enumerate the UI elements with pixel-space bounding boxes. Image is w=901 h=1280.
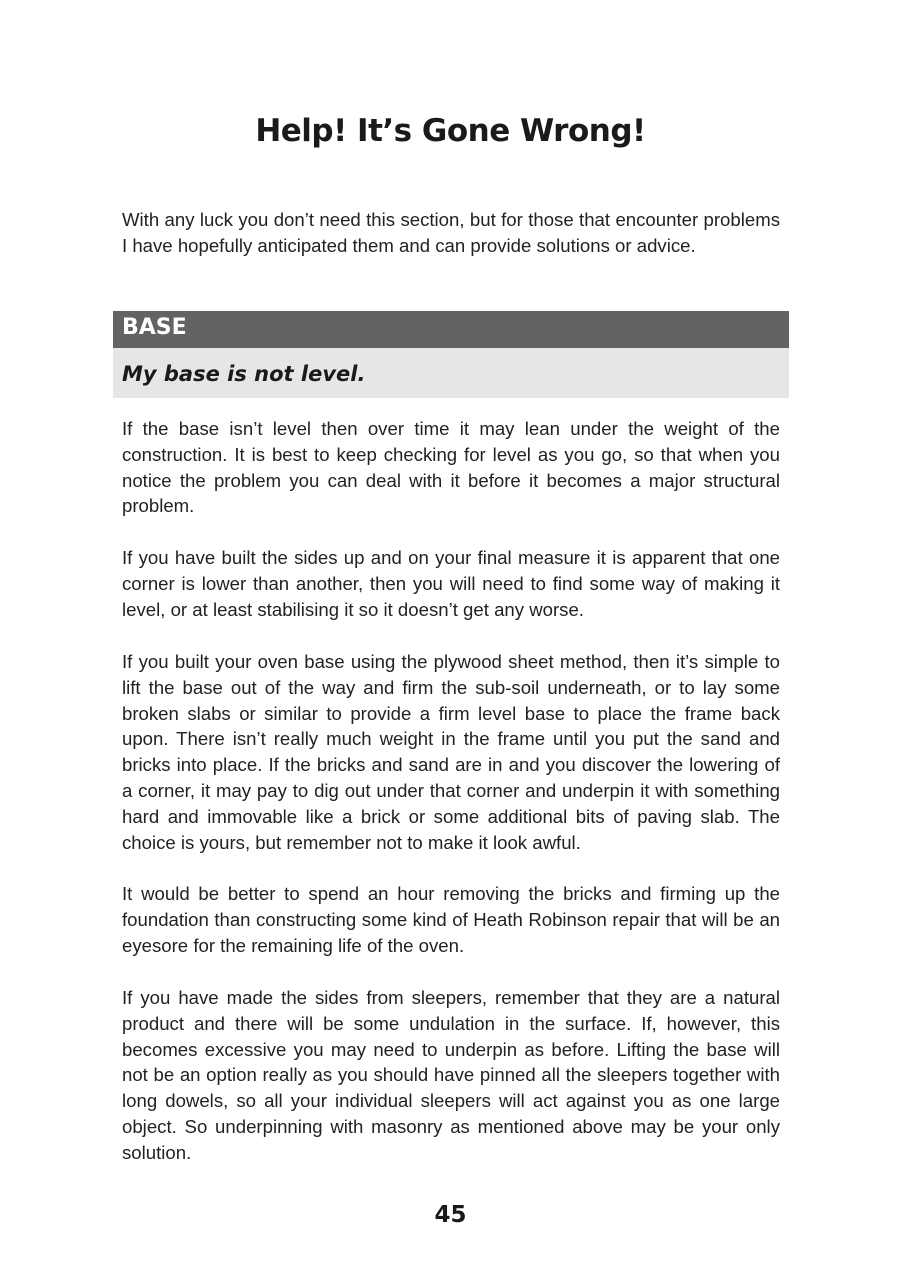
- body-paragraph-3: If you built your oven base using the plywood sheet method, then it’s simple to lift the base out of the way and firm the sub-soil underneath, or to lay some broken slabs or similar to provide a firm level base to place the frame back upon. There isn’t really much weight in the frame until you put the sand and bricks into place. If the bricks and sand are in and you discover the lowering of a corner, it may pay to dig out under that corner and underpin it with something hard and immovable like a brick or some additional bits of paving slab. The choice is yours, but remember not to make it look awful.: [122, 651, 780, 853]
- intro-paragraph: With any luck you don’t need this section, but for those that encounter problems I have hopefully anticipated them and can provide solutions or advice.: [122, 209, 780, 256]
- page-number: 45: [434, 1202, 467, 1228]
- body-paragraph-5: If you have made the sides from sleepers, remember that they are a natural product and there will be some undulation in the surface. If, however, this becomes excessive you may need to underpin as before. Lifting the base will not be an option really as you should have pinned all the sleepers together with long dowels, so all your individual sleepers will act against you as one large object. So underpinning with masonry as mentioned above may be your only solution.: [122, 987, 780, 1163]
- body-paragraph-1: If the base isn’t level then over time it may lean under the weight of the construction. It is best to keep checking for level as you go, so that when you notice the problem you can deal with it before it becomes a major structural problem.: [122, 418, 780, 517]
- subsection-heading-bar: [113, 348, 789, 398]
- body-paragraph-2: If you have built the sides up and on your final measure it is apparent that one corner is lower than another, then you will need to find some way of making it level, or at least stabilising it so it doesn’t get any worse.: [122, 547, 780, 620]
- body-paragraph-4: It would be better to spend an hour removing the bricks and firming up the foundation than constructing some kind of Heath Robinson repair that will be an eyesore for the remaining life of the oven.: [122, 883, 780, 956]
- page-title: Help! It’s Gone Wrong!: [255, 113, 646, 149]
- section-heading-bar: [113, 311, 789, 348]
- subsection-heading: My base is not level.: [122, 362, 366, 386]
- section-heading: BASE: [122, 315, 187, 340]
